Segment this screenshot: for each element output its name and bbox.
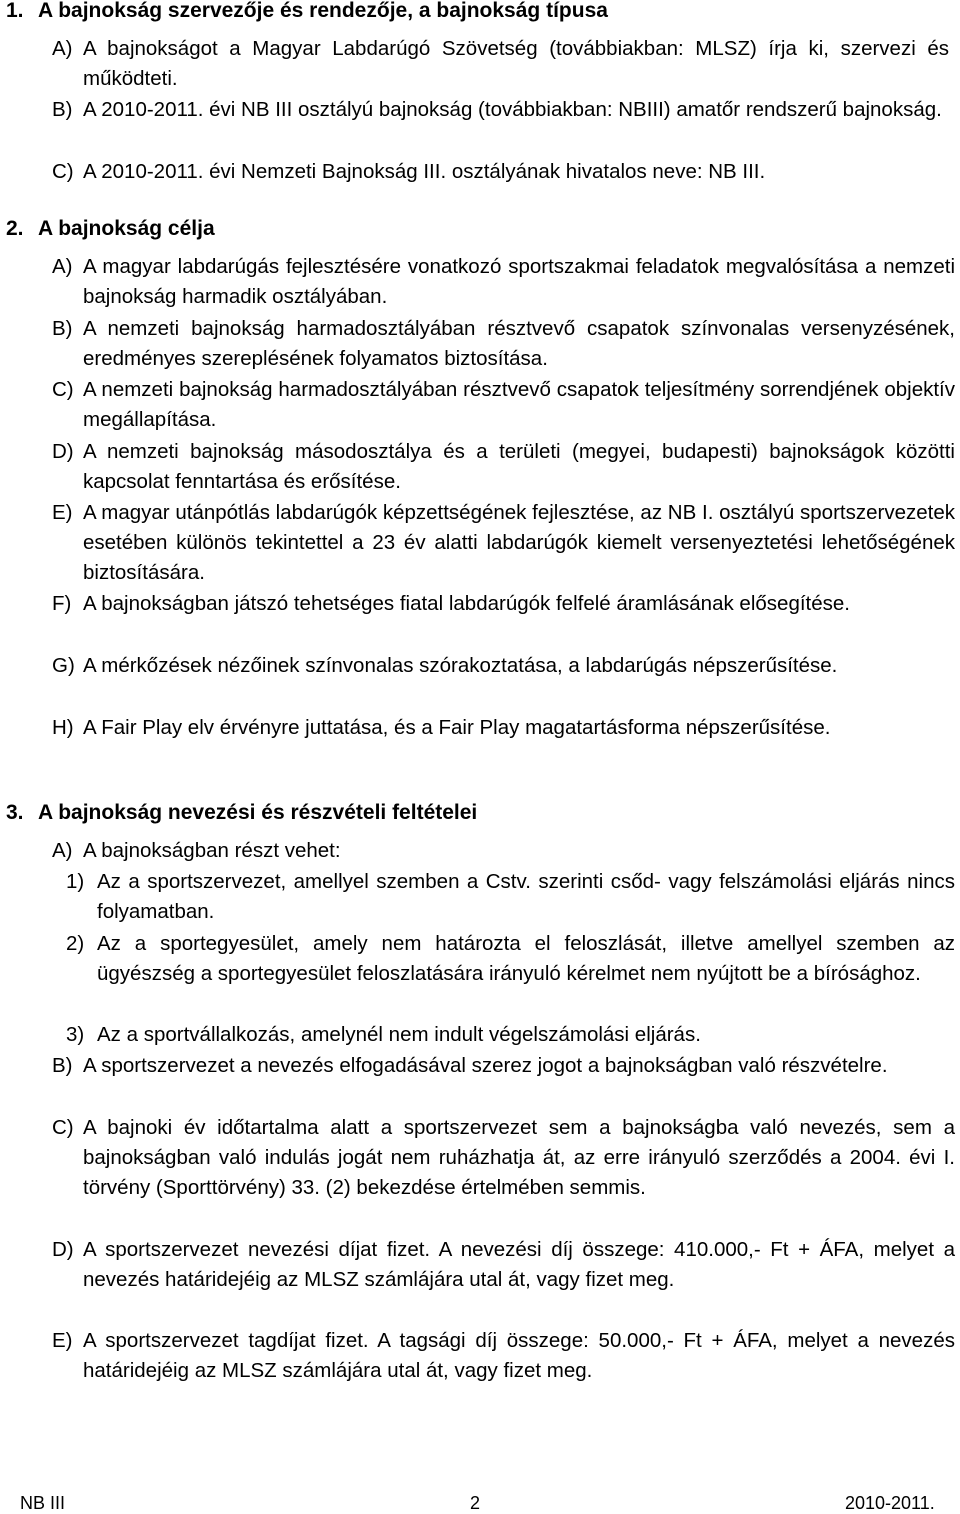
item-marker: H): [52, 716, 74, 739]
item-text: A nemzeti bajnokság harmadosztályában résztvevő csapatok színvonalas versenyzésének, eredményes szereplésének folyamatos biztosítása.: [83, 317, 955, 370]
item-text: A magyar labdarúgás fejlesztésére vonatkozó sportszakmai feladatok megvalósítása a nemzeti bajnokság harmadik osztályában.: [83, 255, 955, 308]
item-text: A sportszervezet tagdíjat fizet. A tagsági díj összege: 50.000,- Ft + ÁFA, melyet a nevezés határidejéig az MLSZ számlájára utal át, vagy fizet meg.: [83, 1329, 955, 1382]
item-text: A bajnokságban játszó tehetséges fiatal labdarúgók felfelé áramlásának elősegítése.: [83, 592, 850, 615]
section-3-subitem-1: [66, 867, 955, 927]
section-1-item-b: [52, 95, 949, 125]
section-1-number: 1.: [6, 0, 24, 22]
item-marker: B): [52, 98, 73, 121]
section-2-item-c: [52, 375, 955, 435]
item-marker: D): [52, 440, 74, 463]
section-2-item-b: [52, 314, 955, 374]
section-2-item-e: [52, 498, 955, 588]
subitem-marker: 1): [66, 870, 85, 893]
item-marker: G): [52, 654, 75, 677]
section-2-item-g: [52, 651, 955, 681]
item-text: A bajnoki év időtartalma alatt a sportszervezet sem a bajnokságba való nevezés, sem a bajnokságban való indulás jogát nem ruházhatja át, az erre irányuló szerződés a 2004. évi I. törvény (Sporttörvény) 33. (2) bekezdése értelmében semmis.: [83, 1116, 955, 1199]
section-3-item-b: [52, 1051, 955, 1081]
section-2-heading: [6, 214, 215, 244]
section-3-item-a: [52, 836, 955, 866]
footer-page-number: 2: [470, 1493, 481, 1513]
section-1-item-c: [52, 157, 949, 187]
subitem-text: Az a sportegyesület, amely nem határozta el feloszlását, illetve amellyel szemben az ügyészség a sportegyesület feloszlatására irányuló kérelmet nem nyújtott be a bírósághoz.: [97, 932, 955, 985]
item-marker: C): [52, 1116, 74, 1139]
item-text: A Fair Play elv érvényre juttatása, és a Fair Play magatartásforma népszerűsítése.: [83, 716, 831, 739]
item-marker: B): [52, 317, 73, 340]
item-text: A sportszervezet a nevezés elfogadásával szerez jogot a bajnokságban való részvételre.: [83, 1054, 888, 1077]
footer-left: NB III: [20, 1493, 66, 1513]
item-text: A bajnokságban részt vehet:: [83, 839, 341, 862]
section-3-subitem-3: [66, 1020, 955, 1050]
section-3-number: 3.: [6, 801, 24, 824]
subitem-marker: 2): [66, 932, 85, 955]
section-3-item-d: [52, 1235, 955, 1295]
item-text: A magyar utánpótlás labdarúgók képzettségének fejlesztése, az NB I. osztályú sportszervezetek esetében különös tekintettel a 23 év alatti labdarúgók kiemelt versenyeztetési lehetőségének biztosítására.: [83, 501, 955, 584]
item-text: A sportszervezet nevezési díjat fizet. A nevezési díj összege: 410.000,- Ft + ÁFA, melyet a nevezés határidejéig az MLSZ számlájára utal át, vagy fizet meg.: [83, 1238, 955, 1291]
section-3-item-c: [52, 1113, 955, 1203]
section-2-item-d: [52, 437, 955, 497]
section-3-item-e: [52, 1326, 955, 1386]
item-marker: A): [52, 839, 73, 862]
section-2-item-h: [52, 713, 955, 743]
item-text: A mérkőzések nézőinek színvonalas szórakoztatása, a labdarúgás népszerűsítése.: [83, 654, 838, 677]
section-1-heading: [6, 0, 608, 26]
subitem-marker: 3): [66, 1023, 85, 1046]
section-3-subitem-2: [66, 929, 955, 989]
item-marker: F): [52, 592, 72, 615]
section-2-item-f: [52, 589, 955, 619]
section-3-heading: [6, 798, 477, 828]
section-1-item-a: [52, 34, 949, 94]
section-2-number: 2.: [6, 217, 24, 240]
item-marker: E): [52, 1329, 73, 1352]
subitem-text: Az a sportszervezet, amellyel szemben a Cstv. szerinti csőd- vagy felszámolási eljárás nincs folyamatban.: [97, 870, 955, 923]
section-1-title: A bajnokság szervezője és rendezője, a bajnokság típusa: [38, 0, 608, 22]
item-text: A 2010-2011. évi NB III osztályú bajnokság (továbbiakban: NBIII) amatőr rendszerű bajnokság.: [83, 98, 942, 121]
item-text: A nemzeti bajnokság harmadosztályában résztvevő csapatok teljesítmény sorrendjének objektív megállapítása.: [83, 378, 955, 431]
item-text: A nemzeti bajnokság másodosztálya és a területi (megyei, budapesti) bajnokságok közötti kapcsolat fenntartása és erősítése.: [83, 440, 955, 493]
item-marker: C): [52, 378, 74, 401]
item-text: A 2010-2011. évi Nemzeti Bajnokság III. osztályának hivatalos neve: NB III.: [83, 160, 766, 183]
section-2-item-a: [52, 252, 955, 312]
item-marker: D): [52, 1238, 74, 1261]
section-3-title: A bajnokság nevezési és részvételi feltételei: [38, 801, 478, 824]
footer-right: 2010-2011.: [845, 1493, 935, 1513]
section-2-title: A bajnokság célja: [38, 217, 215, 240]
item-marker: A): [52, 37, 73, 60]
item-text: A bajnokságot a Magyar Labdarúgó Szövetség (továbbiakban: MLSZ) írja ki, szervezi és működteti.: [83, 37, 949, 90]
item-marker: E): [52, 501, 73, 524]
item-marker: B): [52, 1054, 73, 1077]
item-marker: A): [52, 255, 73, 278]
item-marker: C): [52, 160, 74, 183]
subitem-text: Az a sportvállalkozás, amelynél nem indult végelszámolási eljárás.: [97, 1023, 701, 1046]
